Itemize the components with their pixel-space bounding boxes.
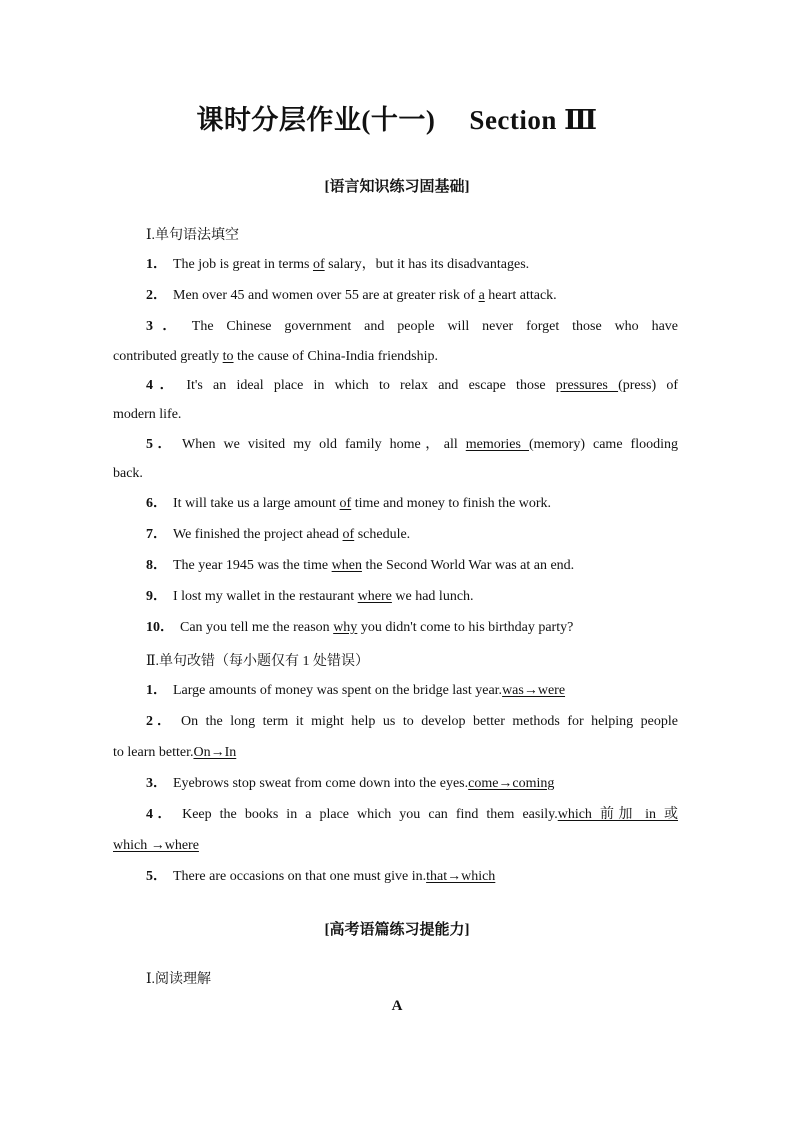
- passage-label: A: [391, 998, 403, 1014]
- page-title: [0, 98, 794, 137]
- q1-8: 8． The year 1945 was the time when the Second World War was at an end.: [146, 558, 575, 573]
- answer: of: [312, 257, 325, 272]
- answer: that→which: [426, 869, 496, 884]
- section2-title: Ⅱ.单句改错（每小题仅有 1 处错误）: [146, 654, 370, 669]
- answer: which 前加 in 或: [557, 807, 679, 822]
- answer: memories: [465, 437, 529, 452]
- answer: a: [478, 288, 485, 303]
- part1-header: [语言知识练习固基础]: [324, 179, 470, 195]
- section3-title: Ⅰ.阅读理解: [146, 972, 212, 987]
- answer: when: [331, 558, 362, 573]
- q1-4-cont: modern life.: [113, 407, 182, 422]
- answer: come→coming: [468, 776, 555, 791]
- q1-2: 2． Men over 45 and women over 55 are at greater risk of a heart attack.: [146, 288, 557, 303]
- answer: of: [342, 527, 355, 542]
- q1-10: 10． Can you tell me the reason why you didn't come to his birthday party?: [146, 620, 574, 635]
- answer: was→were: [502, 683, 566, 698]
- title-main: 课时分层作业(十一): [196, 105, 436, 135]
- answer: to: [222, 349, 234, 364]
- q2-3: 3． Eyebrows stop sweat from come down into the eyes.come→coming: [146, 776, 555, 791]
- q2-4-cont: [113, 837, 678, 855]
- q2-2: 2． On the long term it might help us to develop better methods for helping people: [146, 714, 678, 729]
- q1-6: 6． It will take us a large amount of time and money to finish the work.: [146, 496, 552, 511]
- answer: pressures: [555, 378, 619, 393]
- q1-1: 1． The job is great in terms of salary，but it has its disadvantages.: [146, 257, 530, 272]
- q2-2-cont: to learn better.On→In: [113, 745, 237, 760]
- q1-5: 5． When we visited my old family home，all memories (memory) came flooding: [146, 437, 678, 452]
- answer: why: [333, 620, 358, 635]
- answer: where: [357, 589, 392, 604]
- q2-1: 1． Large amounts of money was spent on the bridge last year.was→were: [146, 683, 566, 698]
- section1-title: Ⅰ.单句语法填空: [146, 228, 240, 243]
- q2-4: 4． Keep the books in a place which you can find them easily.which 前加 in 或: [146, 807, 679, 822]
- answer: On→In: [193, 745, 237, 760]
- q1-5-cont: back.: [113, 466, 143, 481]
- part2-header: [高考语篇练习提能力]: [324, 922, 470, 938]
- answer: which →where: [113, 838, 199, 853]
- q1-3: 3． The Chinese government and people will never forget those who have: [146, 319, 678, 334]
- q1-3-cont: contributed greatly to the cause of China-India friendship.: [113, 349, 439, 364]
- answer: of: [339, 496, 352, 511]
- q1-4: 4． It's an ideal place in which to relax and escape those pressures (press) of: [146, 378, 678, 393]
- q1-9: 9． I lost my wallet in the restaurant where we had lunch.: [146, 589, 474, 604]
- q1-7: 7． We finished the project ahead of schedule.: [146, 527, 411, 542]
- title-section: Section Ⅲ: [469, 105, 598, 135]
- q2-5: 5． There are occasions on that one must give in.that→which: [146, 869, 496, 884]
